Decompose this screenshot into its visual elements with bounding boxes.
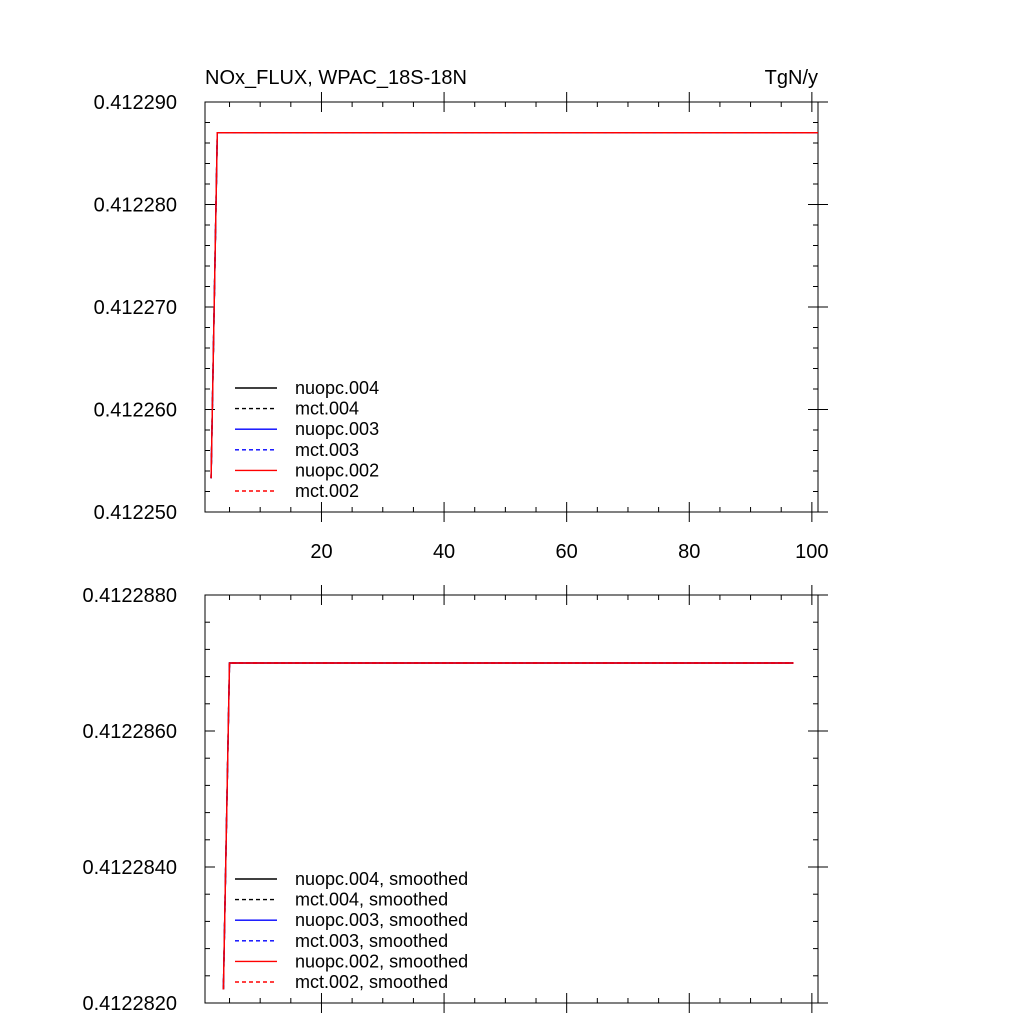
chart-panel-2 xyxy=(82,585,828,1015)
y-tick-label: 0.4122840 xyxy=(82,857,177,879)
y-tick-label: 0.412260 xyxy=(93,399,177,422)
y-tick-label: 0.412280 xyxy=(93,194,177,217)
y-tick-label: 0.4122880 xyxy=(82,585,177,607)
y-tick-label: 0.412270 xyxy=(93,297,177,319)
legend-label: mct.002 xyxy=(295,481,360,501)
legend-label: mct.002, smoothed xyxy=(295,972,449,992)
legend-label: nuopc.004 xyxy=(295,378,380,398)
x-tick-label: 100 xyxy=(795,541,829,563)
y-tick-label: 0.412290 xyxy=(93,92,177,114)
legend xyxy=(235,869,468,992)
y-tick-label: 0.4122860 xyxy=(82,721,177,743)
legend-label: nuopc.002, smoothed xyxy=(295,951,469,972)
x-tick-label: 80 xyxy=(678,541,701,563)
chart-title: NOx_FLUX, WPAC_18S-18N xyxy=(205,67,467,89)
y-tick-label: 0.4122820 xyxy=(82,993,177,1015)
legend-label: nuopc.004, smoothed xyxy=(295,869,469,889)
legend-label: nuopc.003 xyxy=(295,419,380,440)
legend-label: mct.004, smoothed xyxy=(295,889,449,910)
legend-label: mct.003, smoothed xyxy=(295,930,449,951)
x-tick-label: 40 xyxy=(432,541,456,563)
y-tick-label: 0.412250 xyxy=(93,502,177,524)
legend-label: mct.003 xyxy=(295,439,360,460)
legend-label: nuopc.002 xyxy=(295,460,380,481)
legend-label: nuopc.003, smoothed xyxy=(295,910,469,931)
chart-panel-1 xyxy=(94,67,829,563)
legend-label: mct.004 xyxy=(295,398,360,419)
legend xyxy=(235,378,379,501)
x-tick-label: 60 xyxy=(555,541,578,563)
chart-units: TgN/y xyxy=(764,67,818,89)
x-tick-label: 20 xyxy=(310,541,333,563)
